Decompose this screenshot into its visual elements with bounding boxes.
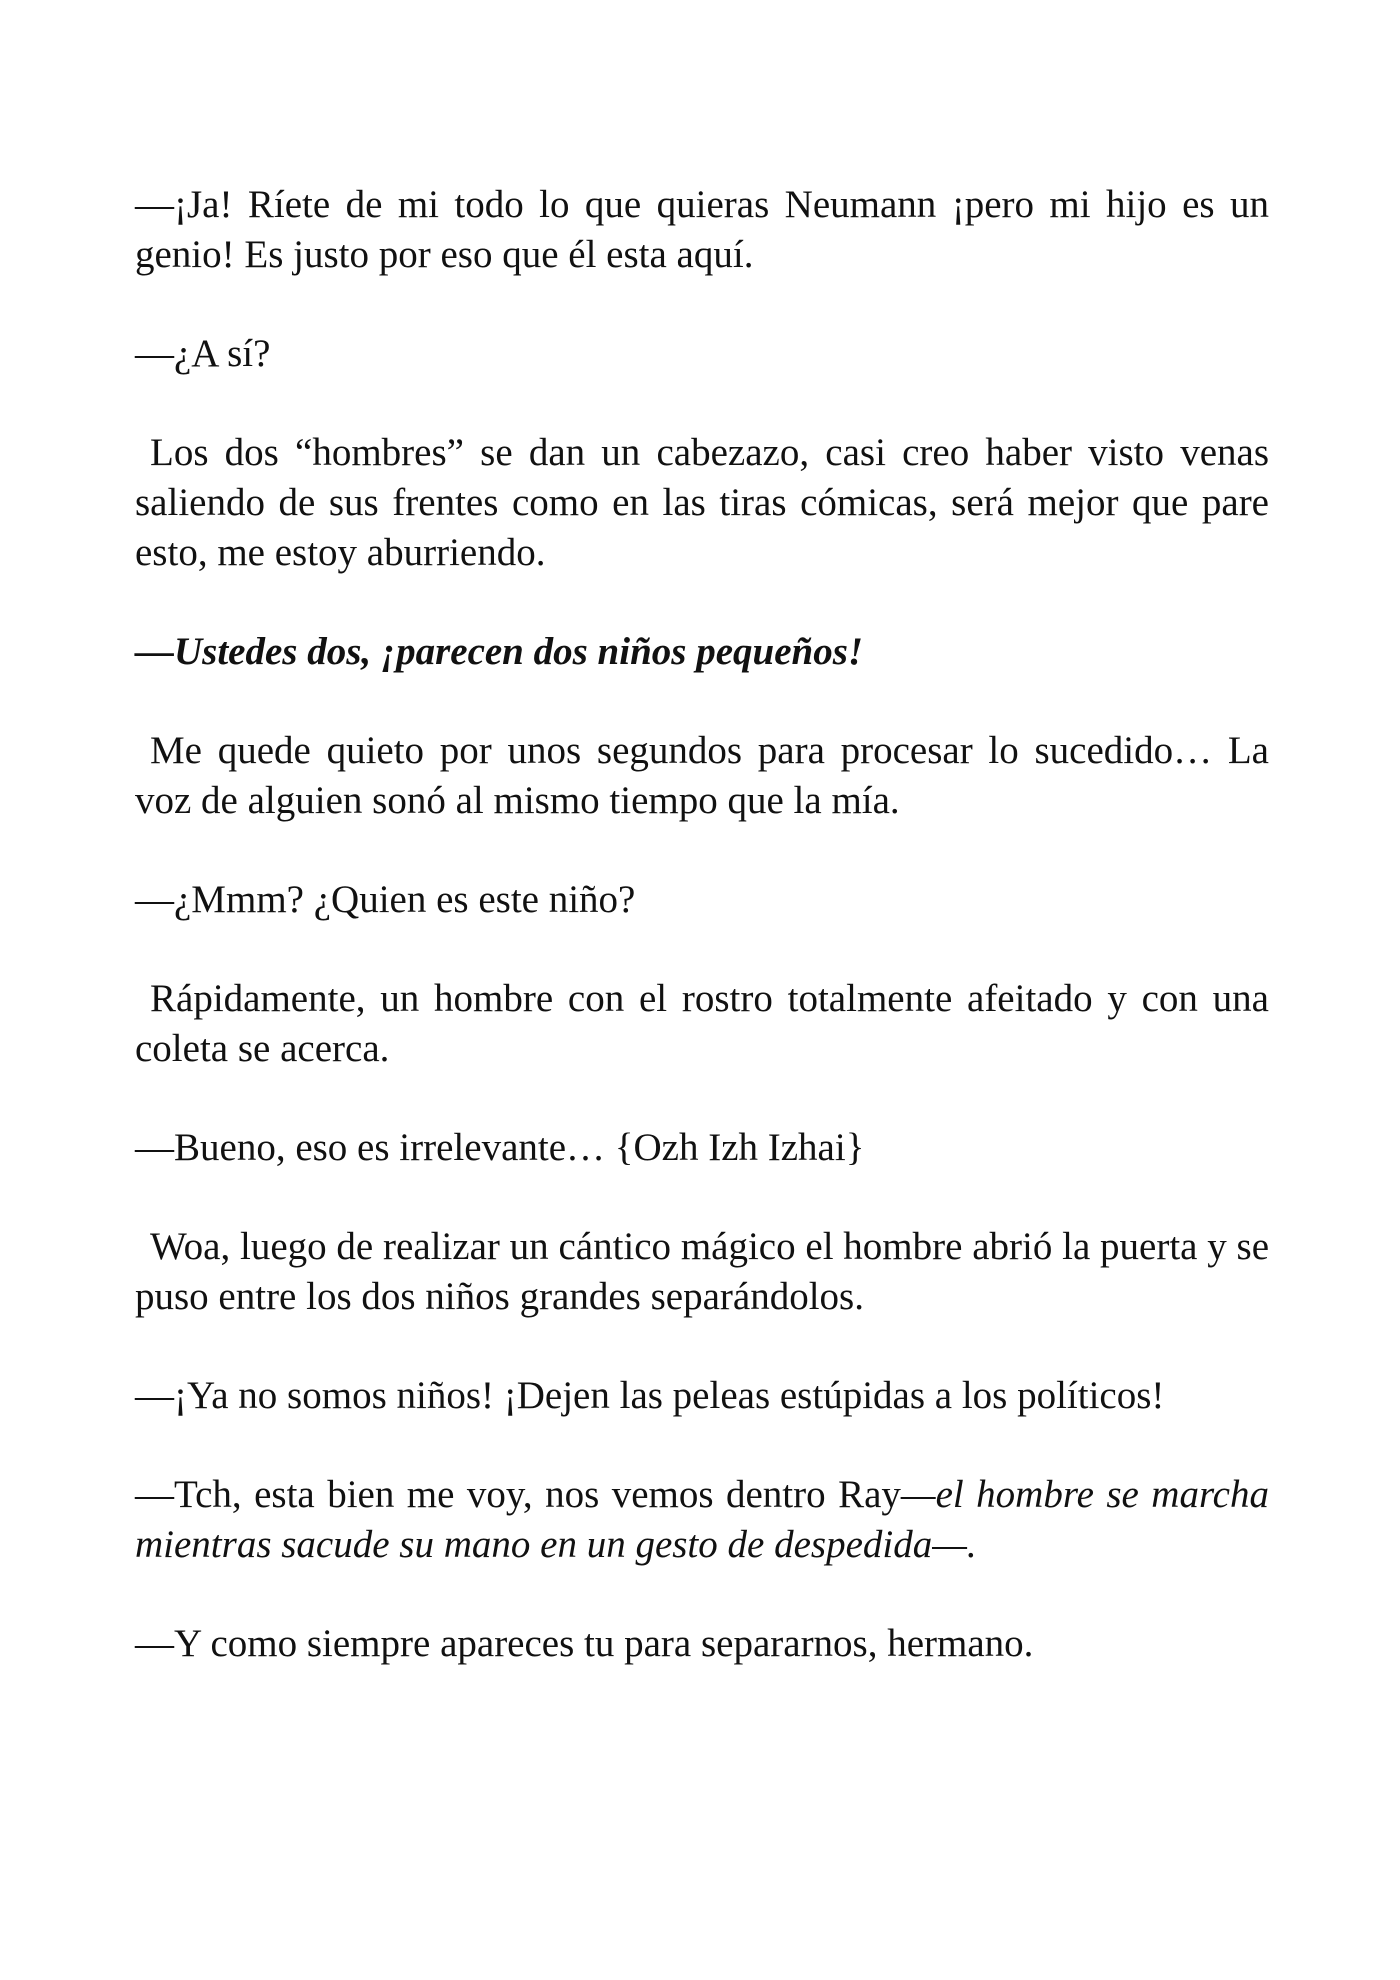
paragraph-4-shout: —Ustedes dos, ¡parecen dos niños pequeños! [135,630,864,673]
paragraph-10: —¡Ya no somos niños! ¡Dejen las peleas estúpidas a los políticos! [135,1374,1165,1417]
paragraph-8: —Bueno, eso es irrelevante… {Ozh Izh Izhai} [135,1126,865,1169]
paragraph-2: —¿A sí? [135,332,271,375]
paragraph-7: Rápidamente, un hombre con el rostro totalmente afeitado y con una coleta se acerca. [135,977,1269,1070]
paragraph-11-dialogue: —Tch, esta bien me voy, nos vemos dentro Ray [135,1473,901,1516]
paragraph-6: —¿Mmm? ¿Quien es este niño? [135,878,636,921]
paragraph-12: —Y como siempre apareces tu para separarnos, hermano. [135,1622,1034,1665]
paragraph-11 [135,1470,1269,1570]
paragraph-9: Woa, luego de realizar un cántico mágico el hombre abrió la puerta y se puso entre los dos niños grandes separándolos. [135,1225,1269,1318]
paragraph-1: —¡Ja! Ríete de mi todo lo que quieras Neumann ¡pero mi hijo es un genio! Es justo por eso que él esta aquí. [135,183,1269,276]
document-page [135,180,1269,1718]
paragraph-5: Me quede quieto por unos segundos para procesar lo sucedido… La voz de alguien sonó al mismo tiempo que la mía. [135,729,1269,822]
paragraph-11-narration: —el hombre se marcha mientras sacude su mano en un gesto de despedida—. [135,1473,1269,1566]
paragraph-3: Los dos “hombres” se dan un cabezazo, casi creo haber visto venas saliendo de sus frentes como en las tiras cómicas, será mejor que pare esto, me estoy aburriendo. [135,431,1269,574]
